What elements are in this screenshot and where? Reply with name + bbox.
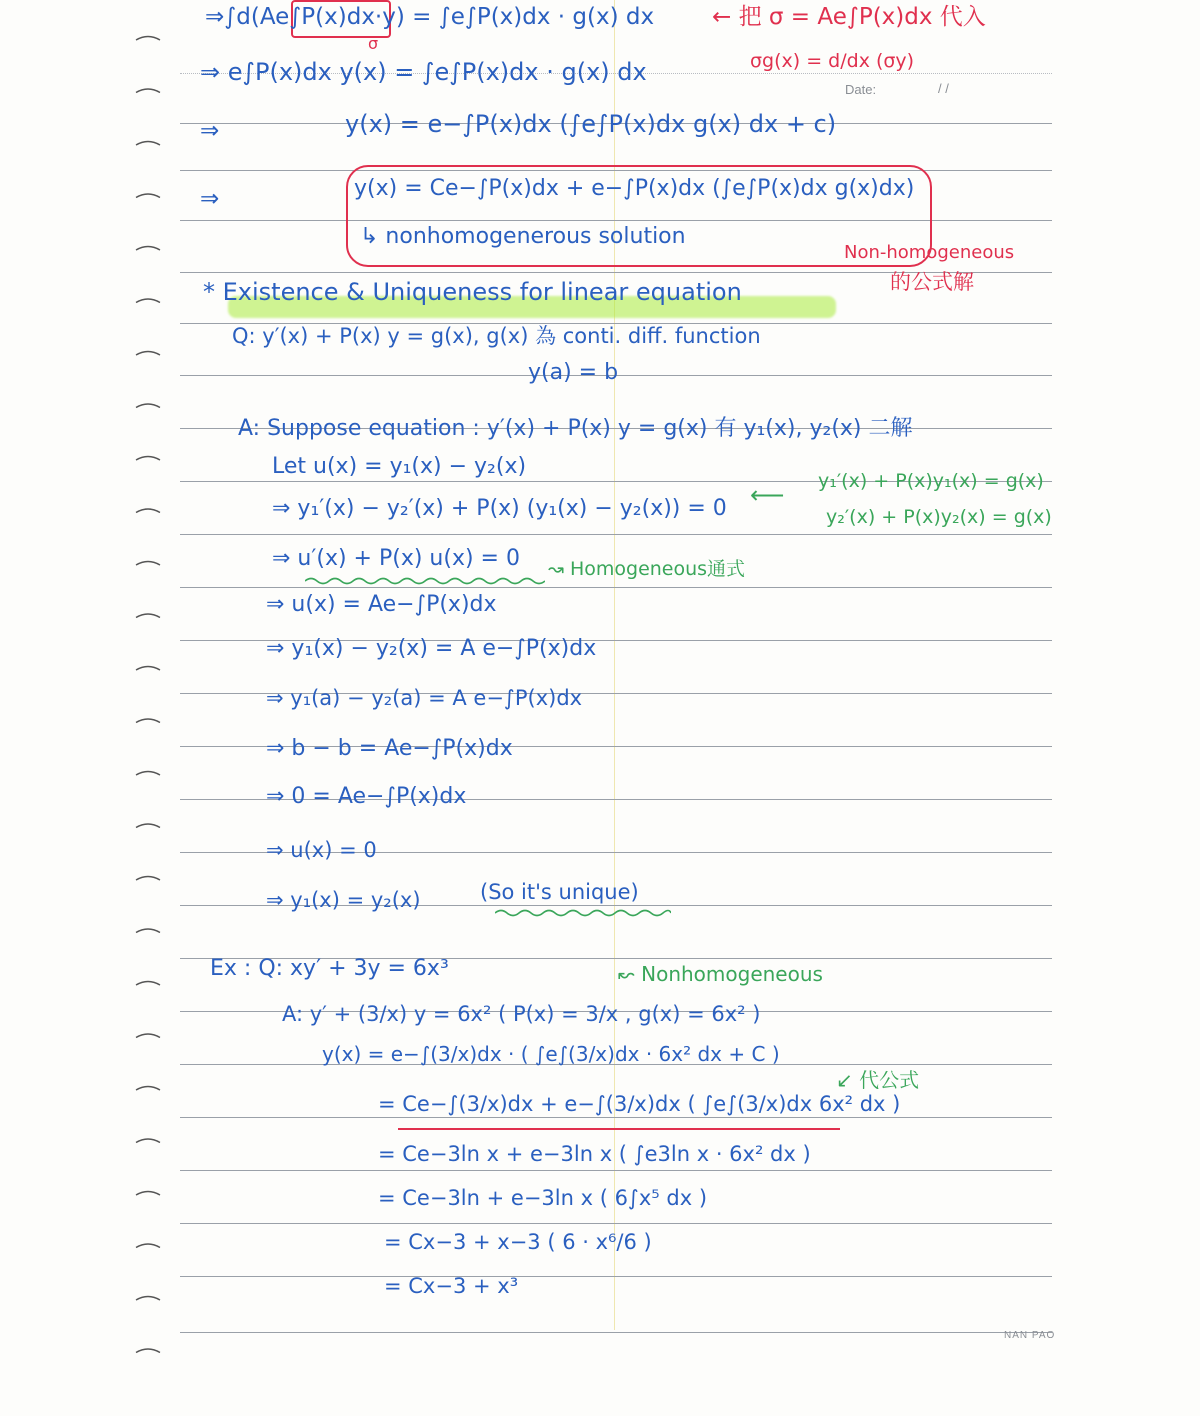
binder-ring-holes bbox=[0, 0, 200, 1416]
ruled-line bbox=[180, 1332, 1052, 1333]
ring-hole bbox=[136, 89, 160, 93]
answer-line-4: ⇒ u′(x) + P(x) u(x) = 0 bbox=[272, 546, 520, 571]
example-answer-7: = Cx−3 + x³ bbox=[384, 1274, 519, 1298]
ring-hole bbox=[136, 667, 160, 671]
ring-hole bbox=[136, 142, 160, 146]
ring-hole bbox=[136, 299, 160, 303]
substitution-note: ← 把 σ = Ae∫P(x)dx 代入 bbox=[712, 4, 986, 30]
answer-line-6: ⇒ y₁(x) − y₂(x) = A e−∫P(x)dx bbox=[266, 636, 597, 661]
ring-hole bbox=[136, 1034, 160, 1038]
ring-hole bbox=[136, 457, 160, 461]
derivation-line-4-arrow: ⇒ bbox=[200, 186, 220, 212]
ruled-line bbox=[180, 587, 1052, 588]
answer-line-5: ⇒ u(x) = Ae−∫P(x)dx bbox=[266, 592, 497, 617]
ring-hole bbox=[136, 37, 160, 41]
binder-rings bbox=[0, 0, 200, 1416]
notebook-brand: NAN PAO bbox=[1004, 1330, 1056, 1341]
date-label: Date: bbox=[845, 82, 877, 97]
nonhomogeneous-solution-label: ↳ nonhomogenerous solution bbox=[360, 224, 686, 249]
ring-hole bbox=[136, 824, 160, 828]
ring-hole bbox=[136, 1297, 160, 1301]
answer-line-8: ⇒ b − b = Ae−∫P(x)dx bbox=[266, 736, 513, 761]
ring-hole bbox=[136, 982, 160, 986]
ring-hole bbox=[136, 562, 160, 566]
example-answer-6: = Cx−3 + x−3 ( 6 · x⁶/6 ) bbox=[384, 1230, 652, 1254]
ruled-line bbox=[180, 1223, 1052, 1224]
sigma-label: σ bbox=[368, 34, 379, 53]
example-answer-2: y(x) = e−∫(3/x)dx · ( ∫e∫(3/x)dx · 6x² dx + C ) bbox=[322, 1042, 780, 1066]
ruled-line bbox=[180, 1276, 1052, 1277]
ring-hole bbox=[136, 509, 160, 513]
answer-line-10: ⇒ u(x) = 0 bbox=[266, 838, 377, 862]
section-title: * Existence & Uniqueness for linear equation bbox=[203, 278, 742, 306]
formula-solution-note: 的公式解 bbox=[890, 270, 974, 294]
wavy-underline bbox=[495, 908, 671, 918]
green-arrow: ⟵ bbox=[750, 481, 785, 509]
equation-note-y1: y₁′(x) + P(x)y₁(x) = g(x) bbox=[818, 470, 1044, 492]
derivation-line-1: ⇒∫d(Ae∫P(x)dx·y) = ∫e∫P(x)dx · g(x) dx bbox=[205, 4, 655, 30]
answer-line-11: ⇒ y₁(x) = y₂(x) bbox=[266, 888, 421, 912]
ruled-line bbox=[180, 1117, 1052, 1118]
ring-hole bbox=[136, 1244, 160, 1248]
ring-hole bbox=[136, 352, 160, 356]
ring-hole bbox=[136, 247, 160, 251]
question-line-2: y(a) = b bbox=[528, 360, 619, 385]
red-underline bbox=[398, 1128, 840, 1130]
wavy-underline bbox=[305, 576, 545, 586]
answer-line-1: A: Suppose equation : y′(x) + P(x) y = g(x) 有 y₁(x), y₂(x) 二解 bbox=[238, 416, 913, 441]
answer-line-3: ⇒ y₁′(x) − y₂′(x) + P(x) (y₁(x) − y₂(x)) = 0 bbox=[272, 496, 727, 521]
ring-hole bbox=[136, 404, 160, 408]
example-answer-4: = Ce−3ln x + e−3ln x ( ∫e3ln x · 6x² dx ) bbox=[378, 1142, 811, 1166]
derivation-line-4: y(x) = Ce−∫P(x)dx + e−∫P(x)dx (∫e∫P(x)dx g(x)dx) bbox=[354, 176, 915, 201]
example-answer-1: A: y′ + (3/x) y = 6x² ( P(x) = 3/x , g(x) = 6x² ) bbox=[282, 1002, 761, 1026]
date-value: / / bbox=[938, 81, 949, 96]
ring-hole bbox=[136, 1087, 160, 1091]
answer-line-2: Let u(x) = y₁(x) − y₂(x) bbox=[272, 454, 527, 479]
ring-hole bbox=[136, 1139, 160, 1143]
ring-hole bbox=[136, 194, 160, 198]
derivation-line-2: ⇒ e∫P(x)dx y(x) = ∫e∫P(x)dx · g(x) dx bbox=[200, 58, 647, 86]
formula-substitution-note: ↙ 代公式 bbox=[836, 1068, 920, 1092]
uniqueness-note: (So it's unique) bbox=[480, 880, 639, 904]
derivation-line-3-arrow: ⇒ bbox=[200, 118, 220, 144]
example-answer-5: = Ce−3ln + e−3ln x ( 6∫x⁵ dx ) bbox=[378, 1186, 708, 1210]
example-question-note: ↜ Nonhomogeneous bbox=[618, 962, 823, 986]
answer-line-9: ⇒ 0 = Ae−∫P(x)dx bbox=[266, 784, 467, 809]
nonhomogeneous-note: Non-homogeneous bbox=[844, 242, 1015, 263]
ring-hole bbox=[136, 929, 160, 933]
sigma-identity-note: σg(x) = d/dx (σy) bbox=[750, 50, 915, 72]
ring-hole bbox=[136, 614, 160, 618]
ring-hole bbox=[136, 1192, 160, 1196]
ring-hole bbox=[136, 772, 160, 776]
ring-hole bbox=[136, 1349, 160, 1353]
question-line-1: Q: y′(x) + P(x) y = g(x), g(x) 為 conti. diff. function bbox=[232, 324, 761, 348]
answer-line-7: ⇒ y₁(a) − y₂(a) = A e−∫P(x)dx bbox=[266, 686, 583, 710]
ruled-line bbox=[180, 534, 1052, 535]
ring-hole bbox=[136, 719, 160, 723]
ruled-line bbox=[180, 1170, 1052, 1171]
example-answer-3: = Ce−∫(3/x)dx + e−∫(3/x)dx ( ∫e∫(3/x)dx 6x² dx ) bbox=[378, 1092, 901, 1116]
homogeneous-general-note: ↝ Homogeneous通式 bbox=[548, 558, 746, 580]
ring-hole bbox=[136, 877, 160, 881]
equation-note-y2: y₂′(x) + P(x)y₂(x) = g(x) bbox=[826, 506, 1052, 528]
example-question: Ex : Q: xy′ + 3y = 6x³ bbox=[210, 956, 449, 981]
derivation-line-3: y(x) = e−∫P(x)dx (∫e∫P(x)dx g(x) dx + c) bbox=[345, 110, 837, 138]
